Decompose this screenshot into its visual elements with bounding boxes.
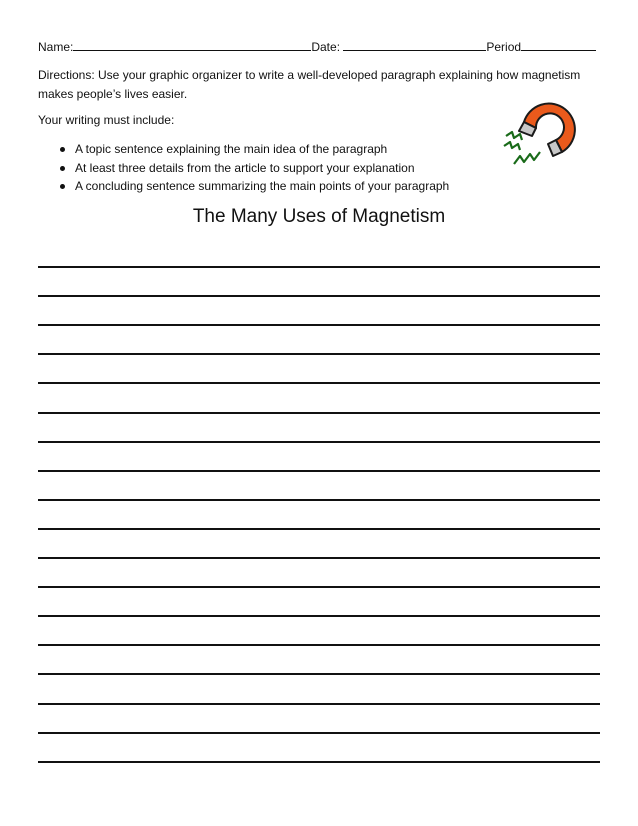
- date-label: Date:: [311, 40, 344, 54]
- student-info-header: [38, 38, 598, 55]
- requirements-intro: Your writing must include:: [38, 113, 175, 127]
- writing-line[interactable]: [38, 441, 600, 443]
- list-item: A topic sentence explaining the main idea of the paragraph: [38, 140, 498, 159]
- writing-line[interactable]: [38, 353, 600, 355]
- writing-line[interactable]: [38, 673, 600, 675]
- requirements-list: [38, 140, 498, 196]
- directions-text: Directions: Use your graphic organizer to write a well-developed paragraph explaining how magnetism makes people’s lives easier.: [38, 68, 581, 101]
- horseshoe-magnet-icon: [500, 88, 595, 170]
- writing-line[interactable]: [38, 615, 600, 617]
- name-label: Name:: [38, 40, 74, 54]
- writing-line[interactable]: [38, 266, 600, 268]
- writing-line[interactable]: [38, 324, 600, 326]
- writing-line[interactable]: [38, 412, 600, 414]
- writing-line[interactable]: [38, 586, 600, 588]
- writing-line[interactable]: [38, 761, 600, 763]
- writing-line[interactable]: [38, 644, 600, 646]
- writing-line[interactable]: [38, 499, 600, 501]
- page-title: The Many Uses of Magnetism: [192, 206, 446, 227]
- writing-line[interactable]: [38, 557, 600, 559]
- writing-line[interactable]: [38, 732, 600, 734]
- period-blank[interactable]: [521, 38, 596, 51]
- writing-line[interactable]: [38, 295, 600, 297]
- writing-line[interactable]: [38, 703, 600, 705]
- list-item: A concluding sentence summarizing the main points of your paragraph: [38, 177, 498, 196]
- writing-line[interactable]: [38, 528, 600, 530]
- writing-line[interactable]: [38, 470, 600, 472]
- list-item: At least three details from the article to support your explanation: [38, 159, 498, 178]
- period-label: Period: [486, 40, 522, 54]
- writing-line[interactable]: [38, 382, 600, 384]
- name-blank[interactable]: [73, 38, 311, 51]
- date-blank[interactable]: [343, 38, 486, 51]
